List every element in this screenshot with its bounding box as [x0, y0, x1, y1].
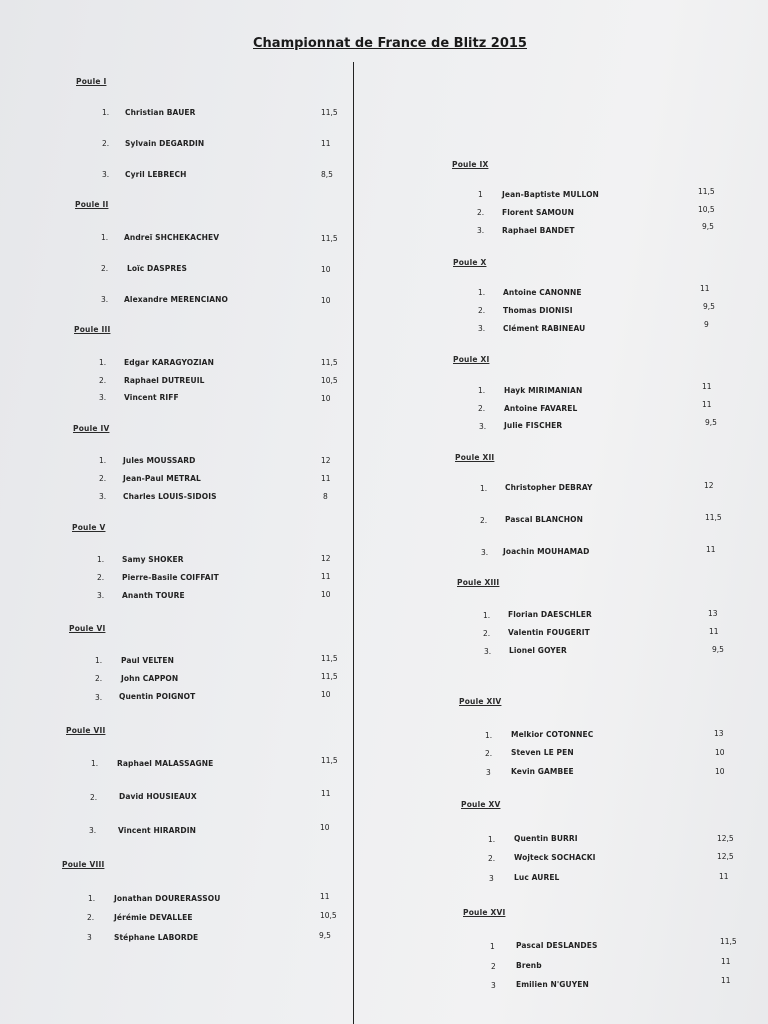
entry-rank: 3.	[95, 693, 103, 702]
player-name: Vincent RIFF	[124, 393, 179, 402]
entry-rank: 1.	[91, 759, 99, 768]
player-score: 11	[702, 400, 712, 409]
entry-rank: 1.	[478, 386, 486, 395]
player-score: 10	[715, 748, 725, 757]
player-name: Clément RABINEAU	[503, 324, 586, 333]
entry-rank: 2.	[97, 573, 105, 582]
pool-heading: Poule VIII	[62, 860, 105, 869]
player-score: 10,5	[698, 205, 715, 214]
player-score: 11,5	[705, 513, 722, 522]
entry-rank: 1.	[88, 894, 96, 903]
entry-rank: 3.	[99, 393, 107, 402]
pool-heading: Poule IV	[73, 424, 110, 433]
pool-heading: Poule VII	[66, 726, 106, 735]
player-name: Raphael BANDET	[502, 226, 575, 235]
player-name: Antoine FAVAREL	[504, 404, 578, 413]
player-score: 10,5	[321, 376, 338, 385]
pool-heading: Poule X	[453, 258, 487, 267]
entry-rank: 3.	[484, 647, 492, 656]
entry-rank: 3.	[99, 492, 107, 501]
player-name: Alexandre MERENCIANO	[124, 295, 228, 304]
player-name: Raphael DUTREUIL	[124, 376, 205, 385]
player-name: Quentin BURRI	[514, 834, 578, 843]
pool-heading: Poule II	[75, 200, 109, 209]
player-score: 10	[320, 823, 330, 832]
player-score: 10	[321, 296, 331, 305]
player-name: Quentin POIGNOT	[119, 692, 196, 701]
player-score: 11,5	[321, 654, 338, 663]
player-name: Ananth TOURE	[122, 591, 185, 600]
player-score: 10	[321, 265, 331, 274]
player-name: Edgar KARAGYOZIAN	[124, 358, 214, 367]
entry-rank: 2.	[99, 376, 107, 385]
player-score: 10	[321, 590, 331, 599]
entry-rank: 1.	[102, 108, 110, 117]
player-score: 9	[704, 320, 709, 329]
entry-rank: 2.	[87, 913, 95, 922]
player-name: David HOUSIEAUX	[119, 792, 197, 801]
player-score: 12,5	[717, 834, 734, 843]
entry-rank: 1	[478, 190, 483, 199]
player-score: 10	[321, 690, 331, 699]
pool-heading: Poule V	[72, 523, 106, 532]
player-name: Florian DAESCHLER	[508, 610, 592, 619]
player-score: 11	[709, 627, 719, 636]
player-name: Joachin MOUHAMAD	[503, 547, 590, 556]
entry-rank: 3.	[477, 226, 485, 235]
entry-rank: 2	[491, 962, 496, 971]
entry-rank: 3	[87, 933, 92, 942]
entry-rank: 2.	[477, 208, 485, 217]
player-score: 11	[721, 957, 731, 966]
player-name: Loïc DASPRES	[127, 264, 187, 273]
player-score: 9,5	[712, 645, 724, 654]
pool-heading: Poule XII	[455, 453, 495, 462]
pool-heading: Poule I	[76, 77, 107, 86]
entry-rank: 2.	[101, 264, 109, 273]
player-name: Wojteck SOCHACKI	[514, 853, 596, 862]
player-score: 11	[719, 872, 729, 881]
player-score: 11	[321, 789, 331, 798]
player-name: Paul VELTEN	[121, 656, 174, 665]
player-score: 9,5	[705, 418, 717, 427]
entry-rank: 3.	[89, 826, 97, 835]
player-score: 11	[320, 892, 330, 901]
entry-rank: 1.	[99, 358, 107, 367]
player-name: Pascal BLANCHON	[505, 515, 584, 524]
pool-heading: Poule XVI	[463, 908, 506, 917]
player-name: Jean-Paul METRAL	[123, 474, 201, 483]
player-score: 11	[702, 382, 712, 391]
entry-rank: 3	[489, 874, 494, 883]
player-score: 10,5	[320, 911, 337, 920]
player-score: 10	[715, 767, 725, 776]
player-score: 8,5	[321, 170, 333, 179]
player-score: 11	[321, 572, 331, 581]
pool-heading: Poule XI	[453, 355, 490, 364]
player-name: Charles LOUIS-SIDOIS	[123, 492, 217, 501]
player-score: 9,5	[703, 302, 715, 311]
player-name: Kevin GAMBEE	[511, 767, 574, 776]
player-name: John CAPPON	[121, 674, 179, 683]
player-name: Luc AUREL	[514, 873, 560, 882]
player-score: 11	[706, 545, 716, 554]
player-score: 10	[321, 394, 331, 403]
entry-rank: 2.	[480, 516, 488, 525]
entry-rank: 1.	[488, 835, 496, 844]
player-name: Valentin FOUGERIT	[508, 628, 590, 637]
player-name: Jules MOUSSARD	[123, 456, 196, 465]
player-name: Cyril LEBRECH	[125, 170, 187, 179]
pool-heading: Poule VI	[69, 624, 106, 633]
entry-rank: 2.	[102, 139, 110, 148]
entry-rank: 1.	[95, 656, 103, 665]
player-score: 11,5	[321, 358, 338, 367]
player-name: Melkior COTONNEC	[511, 730, 594, 739]
player-score: 9,5	[702, 222, 714, 231]
player-score: 11,5	[321, 756, 338, 765]
player-score: 11,5	[698, 187, 715, 196]
entry-rank: 2.	[483, 629, 491, 638]
entry-rank: 2.	[485, 749, 493, 758]
entry-rank: 1.	[485, 731, 493, 740]
player-score: 12,5	[717, 852, 734, 861]
player-name: Thomas DIONISI	[503, 306, 573, 315]
player-name: Jonathan DOURERASSOU	[114, 894, 221, 903]
column-divider	[353, 62, 354, 1024]
entry-rank: 1.	[97, 555, 105, 564]
player-name: Jérémie DEVALLEE	[114, 913, 193, 922]
player-score: 11,5	[720, 937, 737, 946]
pool-heading: Poule XV	[461, 800, 501, 809]
pool-heading: Poule IX	[452, 160, 489, 169]
player-score: 9,5	[319, 931, 331, 940]
player-name: Vincent HIRARDIN	[118, 826, 196, 835]
player-score: 8	[323, 492, 328, 501]
player-score: 11	[321, 474, 331, 483]
entry-rank: 3.	[101, 295, 109, 304]
entry-rank: 1.	[483, 611, 491, 620]
entry-rank: 2.	[99, 474, 107, 483]
entry-rank: 1.	[101, 233, 109, 242]
player-name: Steven LE PEN	[511, 748, 574, 757]
entry-rank: 1.	[480, 484, 488, 493]
page-title: Championnat de France de Blitz 2015	[253, 36, 527, 51]
player-name: Hayk MIRIMANIAN	[504, 386, 583, 395]
player-name: Samy SHOKER	[122, 555, 184, 564]
entry-rank: 1.	[478, 288, 486, 297]
player-name: Lionel GOYER	[509, 646, 567, 655]
entry-rank: 2.	[90, 793, 98, 802]
player-name: Brenb	[516, 961, 542, 970]
player-name: Pascal DESLANDES	[516, 941, 598, 950]
player-name: Antoine CANONNE	[503, 288, 582, 297]
player-name: Stéphane LABORDE	[114, 933, 199, 942]
entry-rank: 2.	[488, 854, 496, 863]
player-score: 11	[321, 139, 331, 148]
player-score: 12	[321, 456, 331, 465]
entry-rank: 3	[486, 768, 491, 777]
entry-rank: 2.	[95, 674, 103, 683]
pool-heading: Poule XIII	[457, 578, 500, 587]
entry-rank: 3.	[102, 170, 110, 179]
entry-rank: 3.	[478, 324, 486, 333]
player-score: 13	[708, 609, 718, 618]
player-name: Julie FISCHER	[504, 421, 563, 430]
entry-rank: 1.	[99, 456, 107, 465]
player-score: 11,5	[321, 672, 338, 681]
player-name: Jean-Baptiste MULLON	[502, 190, 599, 199]
entry-rank: 1	[490, 942, 495, 951]
player-name: Florent SAMOUN	[502, 208, 574, 217]
entry-rank: 3.	[97, 591, 105, 600]
entry-rank: 2.	[478, 306, 486, 315]
player-name: Raphael MALASSAGNE	[117, 759, 214, 768]
player-score: 11	[700, 284, 710, 293]
player-score: 13	[714, 729, 724, 738]
pool-heading: Poule XIV	[459, 697, 502, 706]
player-name: Christian BAUER	[125, 108, 196, 117]
player-name: Emilien N'GUYEN	[516, 980, 589, 989]
player-name: Sylvain DEGARDIN	[125, 139, 205, 148]
entry-rank: 3.	[481, 548, 489, 557]
player-score: 12	[321, 554, 331, 563]
player-name: Andreï SHCHEKACHEV	[124, 233, 220, 242]
player-name: Pierre-Basile COIFFAIT	[122, 573, 219, 582]
player-name: Christopher DEBRAY	[505, 483, 593, 492]
player-score: 12	[704, 481, 714, 490]
entry-rank: 2.	[478, 404, 486, 413]
pool-heading: Poule III	[74, 325, 111, 334]
player-score: 11	[721, 976, 731, 985]
entry-rank: 3	[491, 981, 496, 990]
entry-rank: 3.	[479, 422, 487, 431]
player-score: 11,5	[321, 108, 338, 117]
player-score: 11,5	[321, 234, 338, 243]
